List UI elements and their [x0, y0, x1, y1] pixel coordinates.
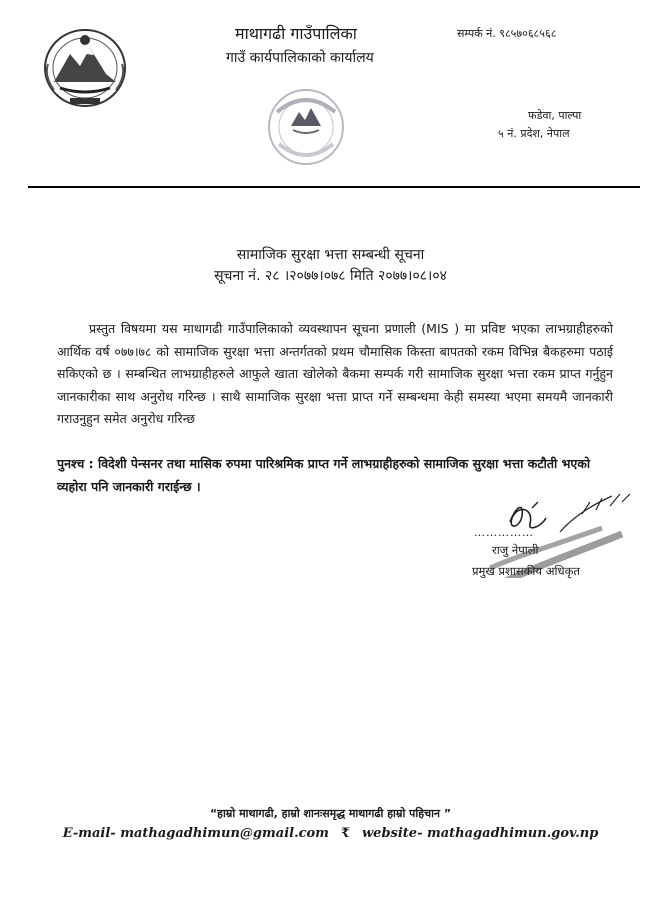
footer-email: E-mail- mathagadhimun@gmail.com [62, 826, 329, 841]
address-line-2: ५ नं. प्रदेश, नेपाल [498, 127, 570, 140]
header-divider [28, 186, 640, 188]
notice-postscript: पुनश्च : विदेशी पेन्सनर तथा मासिक रुपमा पारिश्रमिक प्राप्त गर्ने लाभग्राहीहरुको सामाजिक सुरक्षा भत्ता कटौती भएको व्यहोरा पनि जानकारी गराईन्छ । [57, 456, 591, 494]
footer-separator: ₹ [340, 826, 350, 841]
address-line-1: फडेवा, पाल्पा [528, 109, 582, 122]
signatory-title: प्रमुख प्रशासकीय अधिकृत [472, 564, 580, 578]
office-seal-stamp [265, 86, 347, 168]
footer-contact [0, 826, 661, 841]
notice-body: प्रस्तुत विषयमा यस माथागढी गाउँपालिकाको व्यवस्थापन सूचना प्रणाली (MIS ) मा प्रविष्ट भएका लाभग्राहीहरुको आर्थिक वर्ष ०७७।७८ को सामाजिक सुरक्षा भत्ता अन्तर्गतको प्रथम चौमासिक किस्ता बापतको रकम विभिन्न बैकहरुमा पठाई सकिएको छ । सम्बन्धित लाभग्राहीहरुले आफुले खाता खोलेको बैकमा सम्पर्क गरी सामाजिक सुरक्षा भत्ता रकम प्राप्त गर्नुहुन जानकारीका साथ अनुरोध गरिन्छ । साथै सामाजिक सुरक्षा भत्ता प्राप्त गर्ने सम्बन्धमा केही समस्या भएमा समयमै जानकारी गराउनुहुन समेत अनुरोध गरिन्छ [57, 321, 613, 426]
organization-office: गाउँ कार्यपालिकाको कार्यालय [226, 50, 374, 66]
contact-number: सम्पर्क नं. ९८५७०६८५६८ [457, 27, 557, 40]
footer-website: website- mathagadhimun.gov.np [361, 826, 599, 841]
national-emblem-icon [40, 24, 130, 110]
signatory-name: राजु नेपाली [492, 543, 539, 557]
signature-line: …………… [474, 526, 534, 539]
organization-name: माथागढी गाउँपालिका [235, 24, 357, 43]
footer-slogan: “हाम्रो माथागढी, हाम्रो शानःसमृद्ध माथागढी हाम्रो पहिचान ” [209, 807, 452, 820]
notice-title: सामाजिक सुरक्षा भत्ता सम्बन्धी सूचना [236, 247, 425, 263]
notice-reference: सूचना नं. २८ ।२०७७।०७८ मिति २०७७।०८।०४ [214, 268, 447, 284]
